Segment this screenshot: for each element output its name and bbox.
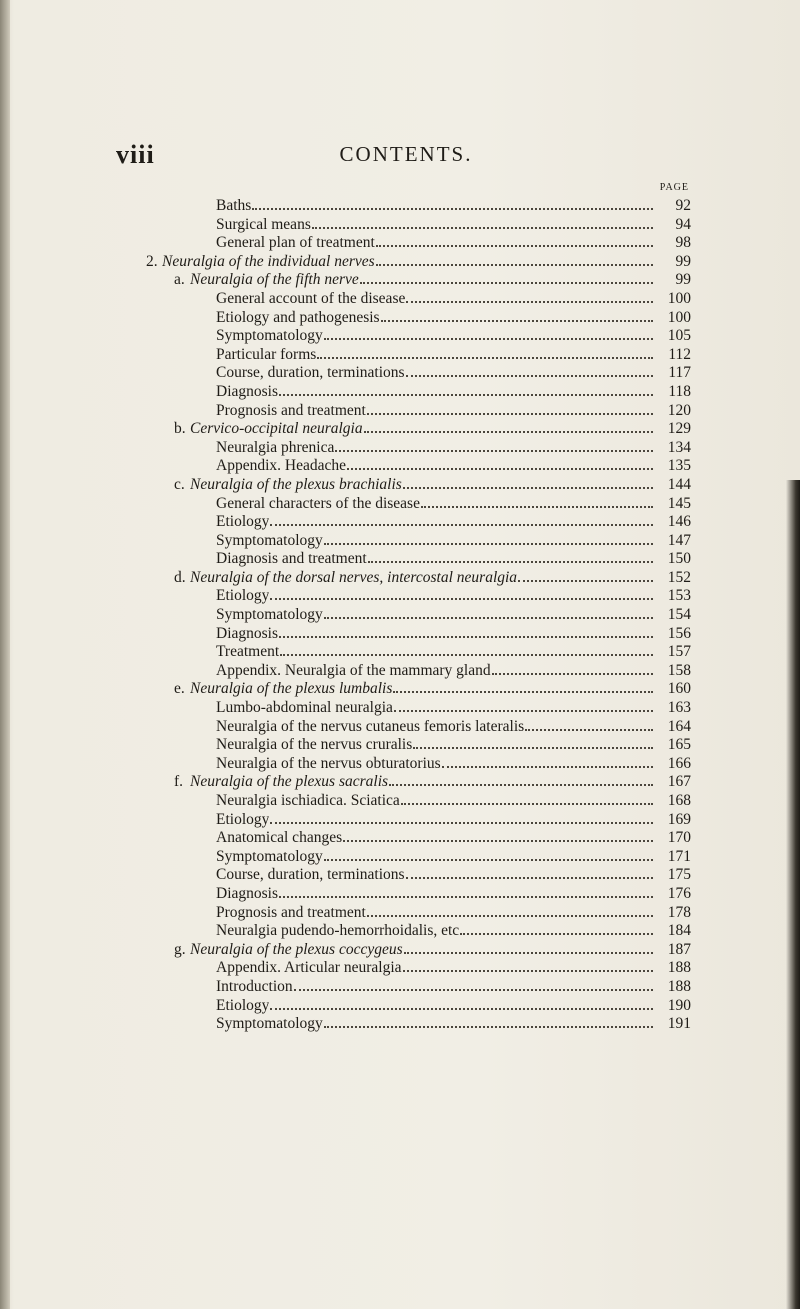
toc-entry-title: Neuralgia of the nervus cruralis [216, 736, 413, 754]
dot-leader [270, 513, 653, 526]
dot-leader [270, 997, 653, 1010]
toc-entry-title: Neuralgia phrenica [216, 438, 335, 456]
toc-entry [146, 773, 691, 792]
toc-entry-title: Cervico-occipital neuralgia [190, 420, 363, 438]
toc-entry-title: Neuralgia of the plexus sacralis [190, 773, 389, 791]
toc-entry-title: Symptomatology [216, 847, 323, 865]
dot-leader [406, 866, 653, 879]
toc-entry [146, 941, 691, 960]
dot-leader [280, 643, 653, 656]
toc-entry-page-number: 188 [667, 959, 691, 977]
toc-entry-marker: 2. [146, 252, 158, 270]
toc-entry-title: Particular forms [216, 345, 317, 363]
toc-entry-page-number: 154 [667, 606, 691, 624]
dot-leader [406, 290, 653, 303]
toc-entry-page-number: 168 [667, 792, 691, 809]
toc-entry [146, 829, 691, 848]
toc-entry-page-number: 145 [667, 494, 691, 512]
toc-entry-title: Surgical means [216, 215, 311, 233]
toc-entry-marker: g. [174, 940, 186, 958]
toc-entry-title: Etiology [216, 587, 270, 605]
toc-entry-page-number: 190 [667, 996, 691, 1014]
toc-entry-page-number: 100 [667, 289, 691, 307]
toc-entry-title: Appendix. Articular neuralgia [216, 959, 402, 977]
toc-entry [146, 197, 691, 216]
toc-entry-page-number: 129 [667, 420, 691, 438]
toc-entry-title: Neuralgia of the plexus lumbalis [190, 680, 393, 698]
toc-entry-title: Symptomatology [216, 327, 323, 345]
toc-entry [146, 402, 691, 421]
toc-entry [146, 625, 691, 644]
toc-entry-title: Etiology [216, 810, 270, 828]
running-title: CONTENTS. [339, 142, 473, 166]
toc-entry-page-number: 187 [667, 940, 691, 958]
toc-entry-marker: a. [174, 271, 185, 289]
toc-entry-page-number: 176 [667, 884, 691, 902]
toc-entry-marker: e. [174, 680, 185, 698]
toc-entry-title: Neuralgia of the nervus cutaneus femoris lateralis [216, 717, 525, 735]
toc-entry-title: Neuralgia of the nervus obturatorius [216, 754, 441, 772]
toc-entry-title: Introduction [216, 977, 293, 995]
toc-entry [146, 569, 691, 588]
dot-leader [393, 680, 653, 693]
toc-entry [146, 420, 691, 439]
toc-entry [146, 885, 691, 904]
dot-leader [403, 476, 653, 489]
toc-entry [146, 643, 691, 662]
toc-entry-title: Symptomatology [216, 531, 323, 549]
dot-leader [324, 327, 653, 340]
toc-entry-page-number: 99 [675, 252, 691, 270]
toc-entry-marker: d. [174, 568, 186, 586]
toc-entry [146, 922, 691, 941]
dot-leader [367, 402, 653, 415]
toc-entry-title: Neuralgia of the dorsal nerves, intercostal neuralgia [190, 568, 518, 586]
dot-leader [525, 718, 653, 731]
dot-leader [492, 662, 653, 675]
toc-entry [146, 234, 691, 253]
toc-entry-title: Neuralgia of the plexus coccygeus [190, 940, 403, 958]
toc-entry-page-number: 146 [667, 513, 691, 531]
toc-entry-page-number: 105 [667, 327, 691, 345]
toc-entry-title: Neuralgia pudendo-hemorrhoidalis, etc [216, 922, 460, 940]
toc-entry-title: Etiology [216, 996, 270, 1014]
toc-entry-page-number: 144 [667, 475, 691, 493]
toc-entry-page-number: 134 [667, 438, 691, 456]
dot-leader [335, 439, 653, 452]
toc-entry-page-number: 99 [675, 271, 691, 289]
toc-entry [146, 216, 691, 235]
toc-entry-title: Diagnosis [216, 884, 278, 902]
toc-entry [146, 755, 691, 774]
toc-entry-title: General account of the disease [216, 289, 406, 307]
toc-entry-page-number: 94 [675, 215, 691, 233]
dot-leader [343, 829, 653, 842]
toc-entry-page-number: 166 [667, 754, 691, 772]
toc-entry-page-number: 158 [667, 661, 691, 679]
toc-entry-page-number: 191 [667, 1015, 691, 1033]
toc-entry-marker: f. [174, 773, 184, 791]
toc-entry-title: Lumbo-abdominal neuralgia [216, 699, 393, 717]
dot-leader [421, 495, 653, 508]
toc-entry-page-number: 92 [675, 197, 691, 214]
toc-entry [146, 457, 691, 476]
dot-leader [312, 216, 653, 229]
dot-leader [324, 532, 653, 545]
toc-entry-title: Appendix. Headache [216, 457, 346, 475]
toc-entry [146, 718, 691, 737]
toc-entry-title: Symptomatology [216, 1015, 323, 1033]
toc-entry [146, 513, 691, 532]
toc-entry [146, 383, 691, 402]
dot-leader [413, 736, 653, 749]
toc-entry [146, 811, 691, 830]
toc-entry-title: Neuralgia of the fifth nerve [190, 271, 359, 289]
dot-leader [364, 420, 653, 433]
toc-entry [146, 309, 691, 328]
dot-leader [270, 587, 653, 600]
toc-entry-page-number: 98 [675, 234, 691, 252]
page-right-edge-shadow [786, 480, 800, 1309]
dot-leader [252, 197, 653, 210]
dot-leader [367, 904, 653, 917]
dot-leader [381, 309, 653, 322]
toc-entry-page-number: 171 [667, 847, 691, 865]
toc-entry [146, 550, 691, 569]
toc-entry [146, 959, 691, 978]
toc-entry-title: General characters of the disease [216, 494, 420, 512]
toc-entry [146, 253, 691, 272]
toc-entry [146, 662, 691, 681]
toc-entry [146, 364, 691, 383]
toc-entry [146, 1015, 691, 1034]
toc-entry-title: Etiology and pathogenesis [216, 308, 380, 326]
running-header [116, 140, 696, 170]
toc-entry-page-number: 178 [667, 903, 691, 921]
toc-entry [146, 997, 691, 1016]
dot-leader [347, 457, 653, 470]
toc-entry-page-number: 163 [667, 699, 691, 717]
toc-entry-title: Course, duration, terminations [216, 866, 405, 884]
dot-leader [279, 383, 653, 396]
toc-entry-page-number: 165 [667, 736, 691, 754]
toc-entry-page-number: 160 [667, 680, 691, 698]
toc-entry-page-number: 156 [667, 624, 691, 642]
dot-leader [401, 792, 653, 805]
dot-leader [403, 959, 653, 972]
toc-entry [146, 680, 691, 699]
dot-leader [368, 550, 653, 563]
toc-entry-page-number: 157 [667, 643, 691, 661]
toc-entry-page-number: 167 [667, 773, 691, 791]
dot-leader [324, 1015, 653, 1028]
toc-entry-title: Diagnosis [216, 624, 278, 642]
toc-entry [146, 606, 691, 625]
dot-leader [394, 699, 653, 712]
toc-entry-page-number: 170 [667, 829, 691, 847]
dot-leader [460, 922, 653, 935]
toc-entry-title: Etiology [216, 513, 270, 531]
toc-entry [146, 327, 691, 346]
toc-entry [146, 792, 691, 811]
toc-entry-title: Prognosis and treatment [216, 903, 366, 921]
dot-leader [317, 346, 653, 359]
toc-entry-page-number: 100 [667, 308, 691, 326]
toc-entry-title: Treatment [216, 643, 280, 661]
page-column-label: PAGE [659, 182, 689, 193]
toc-entry-title: Anatomical changes [216, 829, 343, 847]
table-of-contents [146, 197, 691, 1034]
toc-entry-page-number: 150 [667, 550, 691, 568]
dot-leader [404, 941, 653, 954]
toc-entry [146, 495, 691, 514]
toc-entry-page-number: 164 [667, 717, 691, 735]
toc-entry-page-number: 118 [668, 382, 691, 400]
toc-entry [146, 866, 691, 885]
toc-entry-page-number: 147 [667, 531, 691, 549]
toc-entry-title: Neuralgia ischiadica. Sciatica [216, 792, 400, 809]
dot-leader [360, 271, 653, 284]
toc-entry [146, 439, 691, 458]
toc-entry-page-number: 120 [667, 401, 691, 419]
dot-leader [270, 811, 653, 824]
toc-entry-page-number: 184 [667, 922, 691, 940]
page-folio: viii [116, 140, 155, 169]
page-left-edge [0, 0, 10, 1309]
dot-leader [279, 625, 653, 638]
toc-entry-page-number: 169 [667, 810, 691, 828]
toc-entry-title: Symptomatology [216, 606, 323, 624]
toc-entry [146, 587, 691, 606]
dot-leader [324, 848, 653, 861]
toc-entry-page-number: 153 [667, 587, 691, 605]
toc-entry-title: Course, duration, terminations [216, 364, 405, 382]
toc-entry [146, 736, 691, 755]
toc-entry-title: General plan of treatment [216, 234, 375, 252]
toc-entry [146, 476, 691, 495]
toc-entry [146, 290, 691, 309]
toc-entry-page-number: 152 [667, 568, 691, 586]
dot-leader [389, 773, 653, 786]
toc-entry [146, 699, 691, 718]
toc-entry-title: Baths [216, 197, 252, 214]
toc-entry [146, 904, 691, 923]
toc-entry-title: Diagnosis and treatment [216, 550, 367, 568]
toc-entry-page-number: 188 [667, 977, 691, 995]
toc-entry-title: Appendix. Neuralgia of the mammary gland [216, 661, 491, 679]
dot-leader [294, 978, 653, 991]
dot-leader [376, 253, 653, 266]
dot-leader [376, 234, 653, 247]
dot-leader [442, 755, 653, 768]
dot-leader [518, 569, 653, 582]
toc-entry-page-number: 135 [667, 457, 691, 475]
toc-entry-page-number: 175 [667, 866, 691, 884]
toc-entry-title: Prognosis and treatment [216, 401, 366, 419]
toc-entry-page-number: 112 [668, 345, 691, 363]
toc-entry [146, 978, 691, 997]
toc-entry [146, 346, 691, 365]
toc-entry-marker: b. [174, 420, 186, 438]
dot-leader [406, 364, 653, 377]
toc-entry-title: Neuralgia of the individual nerves [162, 252, 375, 270]
dot-leader [279, 885, 653, 898]
toc-entry-page-number: 117 [668, 364, 691, 382]
toc-entry-title: Diagnosis [216, 382, 278, 400]
dot-leader [324, 606, 653, 619]
toc-entry [146, 848, 691, 867]
toc-entry [146, 271, 691, 290]
toc-entry [146, 532, 691, 551]
toc-entry-title: Neuralgia of the plexus brachialis [190, 475, 402, 493]
toc-entry-marker: c. [174, 475, 185, 493]
